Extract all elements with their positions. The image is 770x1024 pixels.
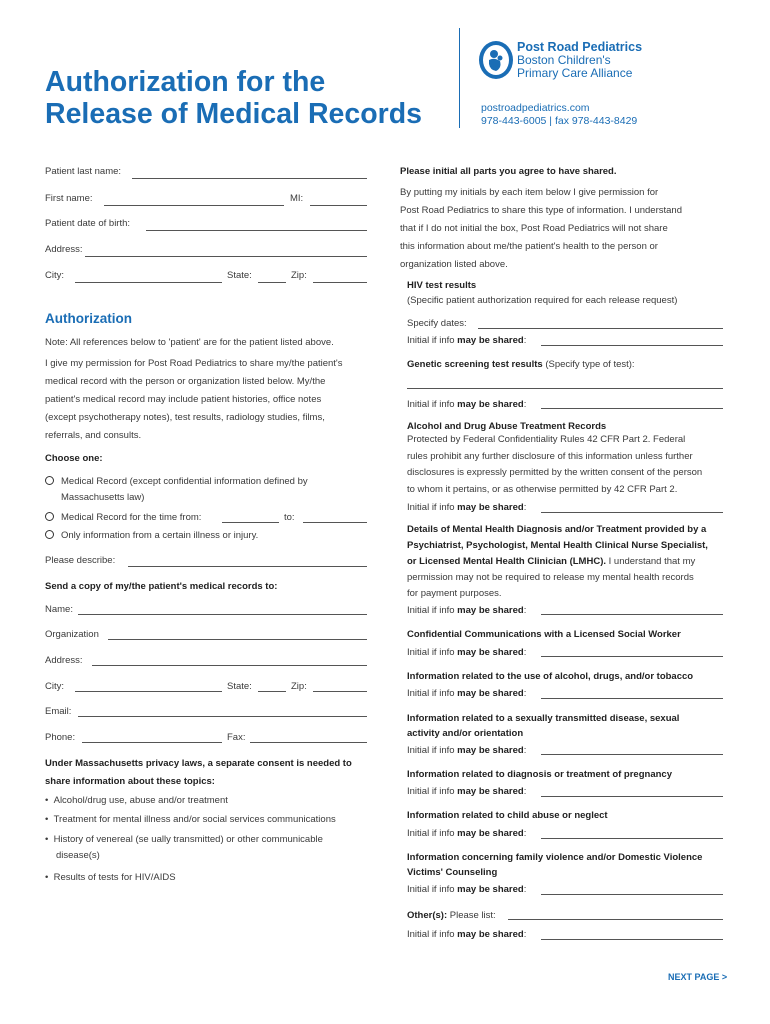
privacy-bullet: • Treatment for mental illness and/or social services communications: [45, 814, 336, 825]
logo-icon: [476, 40, 516, 80]
abuse-initial-label: [407, 828, 526, 839]
title-line-1: Authorization for the: [45, 66, 326, 98]
state-label: State:: [227, 270, 252, 281]
mental-text-4: permission may not be required to release my mental health records: [407, 572, 694, 583]
mental-text-3: I understand that my: [606, 556, 696, 567]
title-line-2: Release of Medical Records: [45, 98, 422, 130]
mental-initial-field[interactable]: [541, 614, 723, 615]
fax-field[interactable]: [250, 742, 367, 743]
pregnancy-title: Information related to diagnosis or treatment of pregnancy: [407, 769, 672, 780]
pregnancy-initial-label: [407, 786, 526, 797]
first-name-field[interactable]: [104, 205, 284, 206]
describe-label: Please describe:: [45, 555, 116, 566]
mi-label: MI:: [290, 193, 304, 204]
radio-icon[interactable]: [45, 512, 54, 521]
social-title: Confidential Communications with a Licensed Social Worker: [407, 629, 681, 640]
violence-initial-field[interactable]: [541, 894, 723, 895]
initial-heading-post: to have shared.: [544, 166, 617, 177]
alcohol2-initial-label: [407, 688, 526, 699]
intro-line: that if I do not initial the box, Post Road Pediatrics will not share: [400, 223, 668, 234]
initial-bold: may be shared: [457, 884, 524, 895]
initial-post: :: [523, 502, 527, 513]
initial-bold: may be shared: [457, 335, 524, 346]
recipient-city-label: City:: [45, 681, 64, 692]
initial-post: :: [523, 647, 527, 658]
brand-name: [517, 41, 642, 80]
privacy-heading: [45, 755, 352, 791]
hiv-initial-field[interactable]: [541, 345, 723, 346]
initial-pre: Initial if info: [407, 335, 458, 346]
social-initial-field[interactable]: [541, 656, 723, 657]
initial-pre: Initial if info: [407, 502, 458, 513]
paragraph-line: medical record with the person or organization listed below. My/the: [45, 376, 326, 387]
zip-field[interactable]: [313, 282, 367, 283]
initial-bold: may be shared: [457, 929, 524, 940]
alcohol-line: to whom it pertains, or as otherwise permitted by 42 CFR Part 2.: [407, 483, 678, 495]
contact-info: [481, 102, 637, 128]
alcohol-line: Protected by Federal Confidentiality Rules 42 CFR Part 2. Federal: [407, 434, 686, 445]
city-field[interactable]: [75, 282, 222, 283]
genetic-title-bold: Genetic screening test results: [407, 359, 543, 370]
privacy-bullet: • Alcohol/drug use, abuse and/or treatment: [45, 795, 228, 806]
mental-title-2: Psychiatrist, Psychologist, Mental Health Clinical Nurse Specialist,: [407, 540, 708, 551]
hiv-dates-field[interactable]: [478, 328, 723, 329]
authorization-heading: Authorization: [45, 311, 132, 326]
time-to-field[interactable]: [303, 522, 367, 523]
state-field[interactable]: [258, 282, 286, 283]
recipient-address-label: Address:: [45, 655, 83, 666]
initial-post: :: [523, 335, 527, 346]
initial-post: :: [523, 884, 527, 895]
privacy-heading-line-1: Under Massachusetts privacy laws, a separate consent is needed to: [45, 758, 352, 769]
bullet-text: Alcohol/drug use, abuse and/or treatment: [53, 795, 228, 806]
address-field[interactable]: [85, 256, 367, 257]
violence-title-2: Victims' Counseling: [407, 867, 498, 878]
initial-post: :: [523, 399, 527, 410]
violence-initial-label: [407, 884, 526, 895]
email-field[interactable]: [78, 716, 367, 717]
patient-last-name-label: Patient last name:: [45, 166, 122, 177]
bullet-text: Results of tests for HIV/AIDS: [53, 872, 176, 883]
initial-bold: may be shared: [457, 605, 524, 616]
initial-post: :: [523, 688, 527, 699]
fax-label: Fax:: [227, 732, 246, 743]
std-title-1: Information related to a sexually transmitted disease, sexual: [407, 713, 680, 724]
initial-pre: Initial if info: [407, 929, 458, 940]
recipient-zip-label: Zip:: [291, 681, 307, 692]
initial-post: :: [523, 828, 527, 839]
brand-line-2: Boston Children's: [517, 53, 611, 67]
initial-bold: may be shared: [457, 688, 524, 699]
initial-bold: may be shared: [457, 786, 524, 797]
phone-field[interactable]: [82, 742, 222, 743]
abuse-title: Information related to child abuse or neglect: [407, 810, 608, 821]
recipient-city-field[interactable]: [75, 691, 222, 692]
initial-heading-pre: Please initial all parts you: [400, 166, 519, 177]
city-label: City:: [45, 270, 64, 281]
recipient-address-field[interactable]: [92, 665, 367, 666]
option-2-label: Medical Record for the time from:: [61, 512, 202, 523]
abuse-initial-field[interactable]: [541, 838, 723, 839]
option-time-range[interactable]: [45, 512, 201, 523]
initial-pre: Initial if info: [407, 828, 458, 839]
hiv-dates-label: Specify dates:: [407, 318, 467, 329]
mental-title-3: or Licensed Mental Health Clinician (LMHC).: [407, 556, 606, 567]
other-title: [407, 910, 496, 921]
page-title: [45, 66, 422, 130]
privacy-heading-line-2: share information about these topics:: [45, 776, 215, 787]
brand-line-3: Primary Care Alliance: [517, 66, 633, 80]
alcohol-initial-label: [407, 502, 526, 513]
authorization-paragraph: [45, 355, 343, 445]
mi-field[interactable]: [310, 205, 367, 206]
recipient-name-field[interactable]: [78, 614, 367, 615]
initial-pre: Initial if info: [407, 605, 458, 616]
intro-line: By putting my initials by each item below I give permission for: [400, 187, 659, 198]
header-divider: [459, 28, 460, 128]
initial-pre: Initial if info: [407, 688, 458, 699]
other-title-bold: Other(s):: [407, 910, 448, 921]
initial-bold: may be shared: [457, 745, 524, 756]
hiv-initial-label: [407, 335, 526, 346]
recipient-zip-field[interactable]: [313, 691, 367, 692]
paragraph-line: referrals, and consults.: [45, 430, 142, 441]
option-3-label: Only information from a certain illness or injury.: [61, 530, 259, 541]
option-1-label: Medical Record (except confidential information defined by: [61, 476, 308, 487]
authorization-note: Note: All references below to 'patient' are for the patient listed above.: [45, 337, 334, 348]
initial-heading: [400, 166, 617, 177]
other-sub: Please list:: [447, 910, 496, 921]
alcohol-line: rules prohibit any further disclosure of this information unless further: [407, 450, 693, 462]
violence-title-1: Information concerning family violence and/or Domestic Violence: [407, 852, 703, 863]
initial-pre: Initial if info: [407, 647, 458, 658]
social-initial-label: [407, 647, 526, 658]
describe-field[interactable]: [128, 566, 367, 567]
hiv-sub: (Specific patient authorization required for each release request): [407, 295, 678, 306]
option-medical-record[interactable]: [45, 476, 308, 487]
recipient-state-label: State:: [227, 681, 252, 692]
bullet-text: History of venereal (se ually transmitted) or other communicable: [53, 834, 323, 845]
mental-text-5: for payment purposes.: [407, 588, 502, 599]
initial-bold: may be shared: [457, 399, 524, 410]
dob-label: Patient date of birth:: [45, 218, 131, 229]
genetic-initial-label: [407, 399, 526, 410]
email-label: Email:: [45, 706, 72, 717]
initial-pre: Initial if info: [407, 745, 458, 756]
paragraph-line: I give my permission for Post Road Pediatrics to share my/the patient's: [45, 358, 343, 369]
pregnancy-initial-field[interactable]: [541, 796, 723, 797]
address-label: Address:: [45, 244, 83, 255]
patient-last-name-field[interactable]: [132, 178, 367, 179]
radio-icon[interactable]: [45, 530, 54, 539]
genetic-title: [407, 359, 635, 370]
alcohol-text: [407, 432, 702, 498]
paragraph-line: patient's medical record may include patient histories, office notes: [45, 394, 322, 405]
alcohol2-title: Information related to the use of alcohol, drugs, and/or tobacco: [407, 671, 694, 682]
initial-pre: Initial if info: [407, 884, 458, 895]
alcohol-line: disclosures is expressly permitted by the written consent of the person: [407, 467, 703, 478]
initial-bold: may be shared: [457, 828, 524, 839]
hiv-title: HIV test results: [407, 280, 477, 291]
other-list-field[interactable]: [508, 919, 723, 920]
initial-post: :: [523, 605, 527, 616]
privacy-bullet: • History of venereal (se ually transmitted) or other communicable: [45, 834, 323, 845]
option-1-label-cont: Massachusetts law): [61, 492, 145, 503]
option-certain-illness[interactable]: [45, 530, 258, 541]
mental-block: [407, 522, 708, 602]
mental-initial-label: [407, 605, 526, 616]
choose-one-label: Choose one:: [45, 453, 103, 464]
send-heading: Send a copy of my/the patient's medical records to:: [45, 581, 278, 592]
alcohol-initial-field[interactable]: [541, 512, 723, 513]
bullet-text-cont: disease(s): [56, 850, 100, 861]
website-link[interactable]: postroadpediatrics.com: [481, 102, 590, 114]
initial-intro: [400, 184, 682, 274]
brand-line-1: Post Road Pediatrics: [517, 40, 643, 54]
dob-field[interactable]: [146, 230, 367, 231]
genetic-sub: (Specify type of test):: [542, 359, 635, 370]
organization-field[interactable]: [108, 639, 367, 640]
alcohol2-initial-field[interactable]: [541, 698, 723, 699]
phone-label: Phone:: [45, 732, 76, 743]
mental-title-1: Details of Mental Health Diagnosis and/or Treatment provided by a: [407, 524, 707, 535]
intro-line: organization listed above.: [400, 259, 508, 270]
initial-post: :: [523, 745, 527, 756]
intro-line: this information about me/the patient's health to the person or: [400, 241, 658, 252]
radio-icon[interactable]: [45, 476, 54, 485]
organization-label: Organization: [45, 629, 99, 640]
initial-bold: may be shared: [457, 647, 524, 658]
initial-bold: may be shared: [457, 502, 524, 513]
initial-post: :: [523, 786, 527, 797]
other-initial-field[interactable]: [541, 939, 723, 940]
std-title-2: activity and/or orientation: [407, 728, 524, 739]
initial-pre: Initial if info: [407, 399, 458, 410]
genetic-initial-field[interactable]: [541, 408, 723, 409]
next-page-link[interactable]: NEXT PAGE >: [668, 972, 728, 982]
time-from-field[interactable]: [222, 522, 279, 523]
other-initial-label: [407, 929, 526, 940]
intro-line: Post Road Pediatrics to share this type of information. I understand: [400, 205, 682, 216]
first-name-label: First name:: [45, 193, 93, 204]
alcohol-title: Alcohol and Drug Abuse Treatment Records: [407, 421, 607, 432]
initial-pre: Initial if info: [407, 786, 458, 797]
recipient-state-field[interactable]: [258, 691, 286, 692]
time-to-label: to:: [284, 512, 295, 523]
initial-post: :: [523, 929, 527, 940]
genetic-type-field[interactable]: [407, 388, 723, 389]
privacy-bullet: • Results of tests for HIV/AIDS: [45, 872, 176, 883]
paragraph-line: (except psychotherapy notes), test results, radiology studies, films,: [45, 412, 325, 423]
recipient-name-label: Name:: [45, 604, 73, 615]
bullet-text: Treatment for mental illness and/or social services communications: [53, 814, 336, 825]
initial-heading-bold: agree: [518, 166, 545, 177]
std-initial-label: [407, 745, 526, 756]
zip-label: Zip:: [291, 270, 307, 281]
phone-fax: 978-443-6005 | fax 978-443-8429: [481, 115, 638, 127]
std-initial-field[interactable]: [541, 754, 723, 755]
